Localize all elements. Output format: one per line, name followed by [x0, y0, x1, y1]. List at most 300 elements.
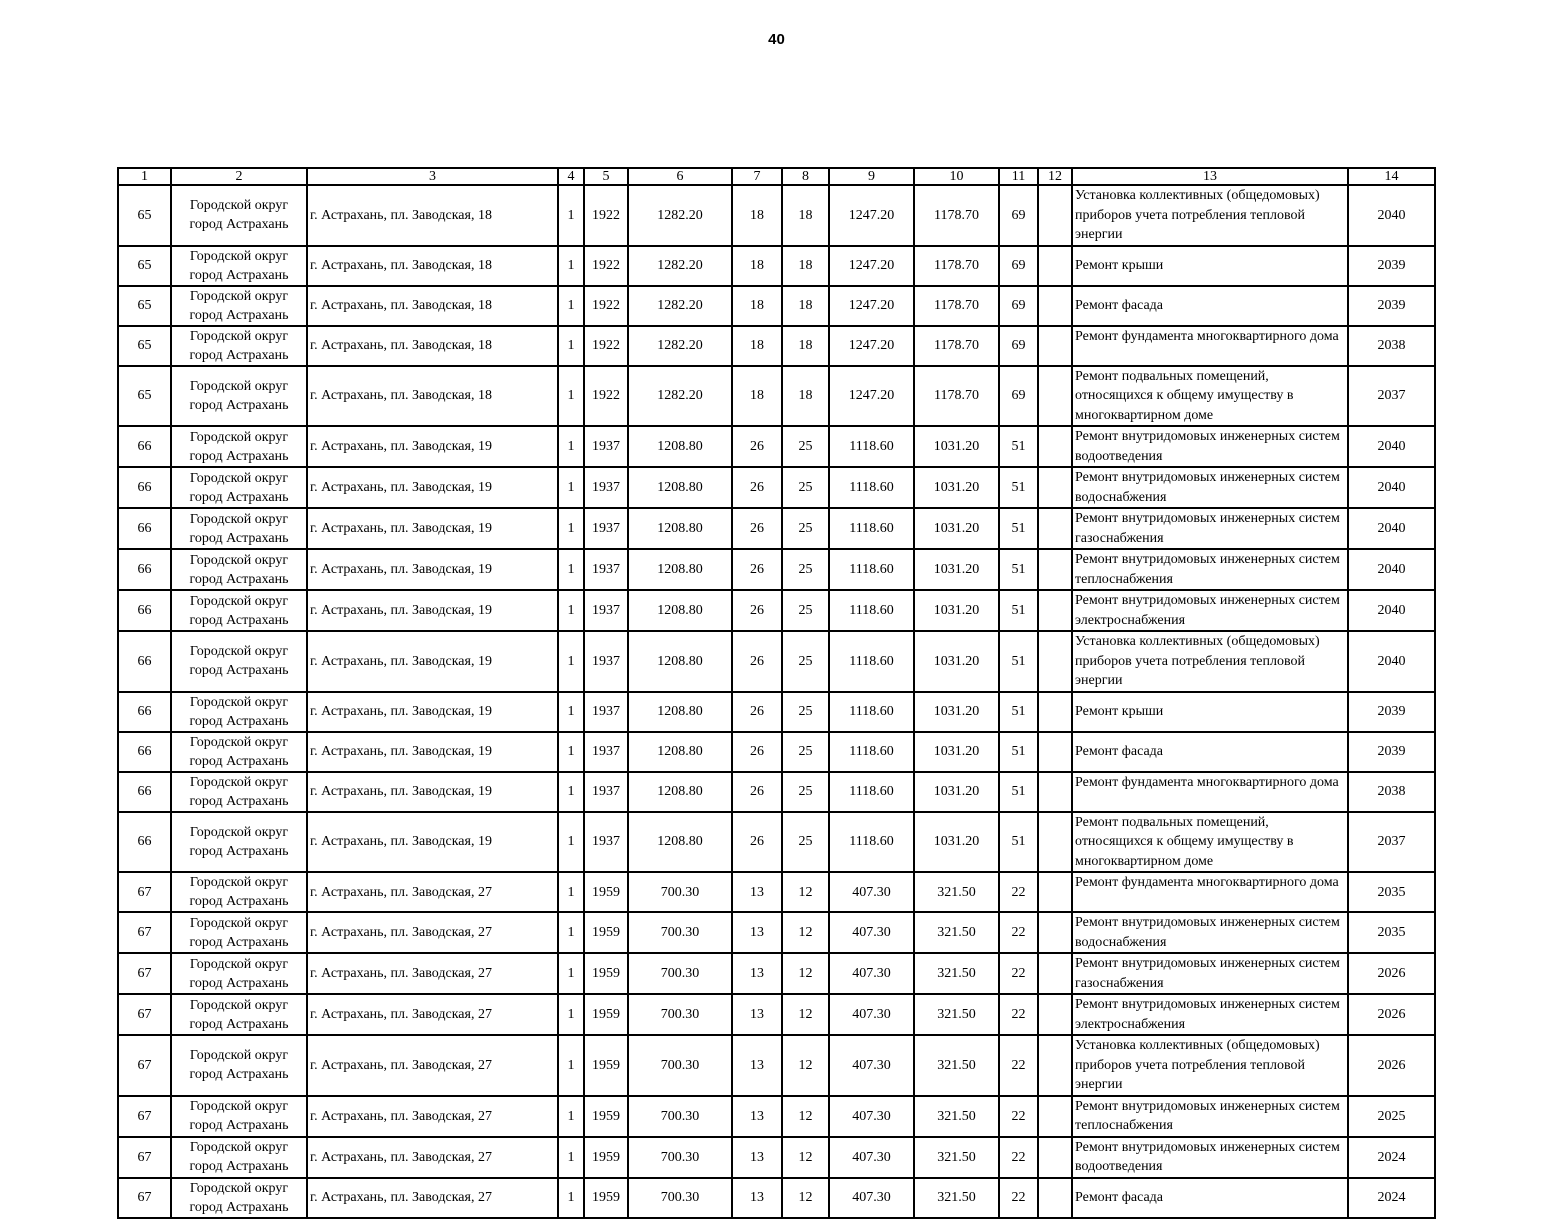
- address-cell: г. Астрахань, пл. Заводская, 19: [307, 692, 558, 732]
- c4-cell: 1: [558, 912, 584, 953]
- address-cell: г. Астрахань, пл. Заводская, 19: [307, 549, 558, 590]
- c7-cell: 26: [732, 549, 782, 590]
- c12-cell: [1038, 1178, 1072, 1218]
- municipality-cell: Городской округ город Астрахань: [171, 1096, 307, 1137]
- table-row: [118, 692, 1435, 732]
- c8-cell: 18: [782, 286, 829, 326]
- c7-cell: 13: [732, 953, 782, 994]
- planned-year-cell: 2026: [1348, 953, 1435, 994]
- c8-cell: 12: [782, 953, 829, 994]
- c8-cell: 12: [782, 1035, 829, 1096]
- address-cell: г. Астрахань, пл. Заводская, 27: [307, 1035, 558, 1096]
- c11-cell: 69: [999, 366, 1038, 427]
- planned-year-cell: 2026: [1348, 994, 1435, 1035]
- total-area-cell: 700.30: [628, 872, 732, 912]
- c7-cell: 13: [732, 994, 782, 1035]
- work-type-cell: Ремонт фасада: [1072, 1178, 1348, 1218]
- column-header: 13: [1072, 168, 1348, 185]
- total-area-cell: 1208.80: [628, 549, 732, 590]
- column-header: 10: [914, 168, 999, 185]
- planned-year-cell: 2040: [1348, 508, 1435, 549]
- c8-cell: 12: [782, 994, 829, 1035]
- c12-cell: [1038, 549, 1072, 590]
- total-area-cell: 700.30: [628, 994, 732, 1035]
- c7-cell: 26: [732, 467, 782, 508]
- c7-cell: 13: [732, 1096, 782, 1137]
- c10-cell: 1031.20: [914, 590, 999, 631]
- table-row: [118, 772, 1435, 812]
- c9-cell: 1247.20: [829, 326, 914, 366]
- c9-cell: 1118.60: [829, 812, 914, 873]
- planned-year-cell: 2026: [1348, 1035, 1435, 1096]
- c8-cell: 12: [782, 1096, 829, 1137]
- address-cell: г. Астрахань, пл. Заводская, 18: [307, 246, 558, 286]
- c10-cell: 1178.70: [914, 185, 999, 246]
- c9-cell: 407.30: [829, 1137, 914, 1178]
- address-cell: г. Астрахань, пл. Заводская, 19: [307, 467, 558, 508]
- page-number: 40: [768, 31, 785, 48]
- c10-cell: 1031.20: [914, 692, 999, 732]
- year-built-cell: 1937: [584, 508, 628, 549]
- c4-cell: 1: [558, 994, 584, 1035]
- c10-cell: 1031.20: [914, 426, 999, 467]
- total-area-cell: 700.30: [628, 1178, 732, 1218]
- c8-cell: 18: [782, 185, 829, 246]
- c8-cell: 25: [782, 631, 829, 692]
- row-number-cell: 66: [118, 631, 171, 692]
- c12-cell: [1038, 467, 1072, 508]
- c7-cell: 13: [732, 1035, 782, 1096]
- total-area-cell: 1208.80: [628, 812, 732, 873]
- table-row: [118, 326, 1435, 366]
- column-header: 12: [1038, 168, 1072, 185]
- total-area-cell: 1282.20: [628, 185, 732, 246]
- total-area-cell: 700.30: [628, 953, 732, 994]
- c11-cell: 51: [999, 467, 1038, 508]
- c11-cell: 22: [999, 1137, 1038, 1178]
- municipality-cell: Городской округ город Астрахань: [171, 467, 307, 508]
- address-cell: г. Астрахань, пл. Заводская, 19: [307, 732, 558, 772]
- total-area-cell: 700.30: [628, 912, 732, 953]
- c8-cell: 12: [782, 1137, 829, 1178]
- work-type-cell: Ремонт внутридомовых инженерных систем теплоснабжения: [1072, 549, 1348, 590]
- c9-cell: 1247.20: [829, 246, 914, 286]
- total-area-cell: 1282.20: [628, 326, 732, 366]
- c7-cell: 26: [732, 426, 782, 467]
- address-cell: г. Астрахань, пл. Заводская, 27: [307, 872, 558, 912]
- year-built-cell: 1922: [584, 246, 628, 286]
- c9-cell: 1118.60: [829, 549, 914, 590]
- column-header: 2: [171, 168, 307, 185]
- c10-cell: 1031.20: [914, 812, 999, 873]
- c12-cell: [1038, 953, 1072, 994]
- c4-cell: 1: [558, 953, 584, 994]
- table-row: [118, 1035, 1435, 1096]
- table-row: [118, 246, 1435, 286]
- c9-cell: 407.30: [829, 1178, 914, 1218]
- work-type-cell: Ремонт внутридомовых инженерных систем электроснабжения: [1072, 590, 1348, 631]
- year-built-cell: 1937: [584, 812, 628, 873]
- total-area-cell: 700.30: [628, 1035, 732, 1096]
- municipality-cell: Городской округ город Астрахань: [171, 366, 307, 427]
- c11-cell: 69: [999, 246, 1038, 286]
- year-built-cell: 1959: [584, 953, 628, 994]
- year-built-cell: 1937: [584, 549, 628, 590]
- c11-cell: 22: [999, 953, 1038, 994]
- table-row: [118, 812, 1435, 873]
- c12-cell: [1038, 1096, 1072, 1137]
- municipality-cell: Городской округ город Астрахань: [171, 1137, 307, 1178]
- total-area-cell: 1208.80: [628, 772, 732, 812]
- total-area-cell: 700.30: [628, 1137, 732, 1178]
- c9-cell: 1118.60: [829, 772, 914, 812]
- row-number-cell: 67: [118, 994, 171, 1035]
- c10-cell: 1178.70: [914, 286, 999, 326]
- c10-cell: 321.50: [914, 953, 999, 994]
- c7-cell: 26: [732, 812, 782, 873]
- c12-cell: [1038, 426, 1072, 467]
- column-header: 11: [999, 168, 1038, 185]
- table-row: [118, 912, 1435, 953]
- address-cell: г. Астрахань, пл. Заводская, 27: [307, 994, 558, 1035]
- row-number-cell: 67: [118, 1096, 171, 1137]
- total-area-cell: 700.30: [628, 1096, 732, 1137]
- c10-cell: 321.50: [914, 872, 999, 912]
- c12-cell: [1038, 872, 1072, 912]
- c9-cell: 407.30: [829, 953, 914, 994]
- c12-cell: [1038, 1137, 1072, 1178]
- c7-cell: 13: [732, 1178, 782, 1218]
- year-built-cell: 1922: [584, 366, 628, 427]
- c4-cell: 1: [558, 1137, 584, 1178]
- work-type-cell: Ремонт внутридомовых инженерных систем теплоснабжения: [1072, 1096, 1348, 1137]
- planned-year-cell: 2038: [1348, 326, 1435, 366]
- c8-cell: 25: [782, 549, 829, 590]
- c10-cell: 321.50: [914, 1035, 999, 1096]
- c9-cell: 1118.60: [829, 508, 914, 549]
- c12-cell: [1038, 692, 1072, 732]
- c10-cell: 321.50: [914, 994, 999, 1035]
- c4-cell: 1: [558, 1178, 584, 1218]
- municipality-cell: Городской округ город Астрахань: [171, 1035, 307, 1096]
- table-row: [118, 1096, 1435, 1137]
- column-header: 14: [1348, 168, 1435, 185]
- c9-cell: 1247.20: [829, 366, 914, 427]
- c8-cell: 12: [782, 1178, 829, 1218]
- c4-cell: 1: [558, 185, 584, 246]
- c7-cell: 26: [732, 732, 782, 772]
- address-cell: г. Астрахань, пл. Заводская, 18: [307, 366, 558, 427]
- work-type-cell: Ремонт внутридомовых инженерных систем газоснабжения: [1072, 953, 1348, 994]
- planned-year-cell: 2040: [1348, 549, 1435, 590]
- c11-cell: 22: [999, 1178, 1038, 1218]
- address-cell: г. Астрахань, пл. Заводская, 19: [307, 772, 558, 812]
- year-built-cell: 1922: [584, 326, 628, 366]
- planned-year-cell: 2040: [1348, 185, 1435, 246]
- c11-cell: 51: [999, 631, 1038, 692]
- planned-year-cell: 2025: [1348, 1096, 1435, 1137]
- c4-cell: 1: [558, 1035, 584, 1096]
- work-type-cell: Установка коллективных (общедомовых) приборов учета потребления тепловой энергии: [1072, 631, 1348, 692]
- planned-year-cell: 2039: [1348, 692, 1435, 732]
- table-row: [118, 590, 1435, 631]
- c11-cell: 51: [999, 732, 1038, 772]
- c7-cell: 26: [732, 631, 782, 692]
- year-built-cell: 1937: [584, 426, 628, 467]
- address-cell: г. Астрахань, пл. Заводская, 19: [307, 426, 558, 467]
- c10-cell: 321.50: [914, 1096, 999, 1137]
- c7-cell: 18: [732, 286, 782, 326]
- year-built-cell: 1959: [584, 872, 628, 912]
- work-type-cell: Установка коллективных (общедомовых) приборов учета потребления тепловой энергии: [1072, 185, 1348, 246]
- c8-cell: 25: [782, 732, 829, 772]
- column-header: 8: [782, 168, 829, 185]
- address-cell: г. Астрахань, пл. Заводская, 18: [307, 185, 558, 246]
- c4-cell: 1: [558, 732, 584, 772]
- c11-cell: 51: [999, 549, 1038, 590]
- total-area-cell: 1208.80: [628, 692, 732, 732]
- year-built-cell: 1937: [584, 467, 628, 508]
- row-number-cell: 67: [118, 912, 171, 953]
- c10-cell: 1031.20: [914, 631, 999, 692]
- c11-cell: 69: [999, 185, 1038, 246]
- municipality-cell: Городской округ город Астрахань: [171, 772, 307, 812]
- municipality-cell: Городской округ город Астрахань: [171, 326, 307, 366]
- table-row: [118, 467, 1435, 508]
- c8-cell: 25: [782, 590, 829, 631]
- table-row: [118, 631, 1435, 692]
- year-built-cell: 1959: [584, 1035, 628, 1096]
- table-row: [118, 872, 1435, 912]
- c11-cell: 69: [999, 286, 1038, 326]
- work-type-cell: Установка коллективных (общедомовых) приборов учета потребления тепловой энергии: [1072, 1035, 1348, 1096]
- municipality-cell: Городской округ город Астрахань: [171, 286, 307, 326]
- c4-cell: 1: [558, 772, 584, 812]
- municipality-cell: Городской округ город Астрахань: [171, 185, 307, 246]
- c8-cell: 25: [782, 508, 829, 549]
- column-header: 4: [558, 168, 584, 185]
- c8-cell: 25: [782, 692, 829, 732]
- planned-year-cell: 2024: [1348, 1137, 1435, 1178]
- address-cell: г. Астрахань, пл. Заводская, 18: [307, 326, 558, 366]
- c8-cell: 25: [782, 772, 829, 812]
- c4-cell: 1: [558, 872, 584, 912]
- planned-year-cell: 2039: [1348, 286, 1435, 326]
- municipality-cell: Городской округ город Астрахань: [171, 953, 307, 994]
- total-area-cell: 1282.20: [628, 246, 732, 286]
- table-row: [118, 953, 1435, 994]
- c4-cell: 1: [558, 467, 584, 508]
- c4-cell: 1: [558, 326, 584, 366]
- row-number-cell: 65: [118, 286, 171, 326]
- c12-cell: [1038, 732, 1072, 772]
- c11-cell: 22: [999, 912, 1038, 953]
- row-number-cell: 66: [118, 732, 171, 772]
- c7-cell: 18: [732, 246, 782, 286]
- year-built-cell: 1959: [584, 994, 628, 1035]
- c11-cell: 22: [999, 872, 1038, 912]
- work-type-cell: Ремонт фундамента многоквартирного дома: [1072, 326, 1348, 366]
- c9-cell: 407.30: [829, 994, 914, 1035]
- c8-cell: 25: [782, 426, 829, 467]
- year-built-cell: 1959: [584, 912, 628, 953]
- c8-cell: 25: [782, 467, 829, 508]
- c9-cell: 407.30: [829, 912, 914, 953]
- c12-cell: [1038, 1035, 1072, 1096]
- municipality-cell: Городской округ город Астрахань: [171, 692, 307, 732]
- c12-cell: [1038, 812, 1072, 873]
- total-area-cell: 1208.80: [628, 732, 732, 772]
- municipality-cell: Городской округ город Астрахань: [171, 872, 307, 912]
- work-type-cell: Ремонт внутридомовых инженерных систем электроснабжения: [1072, 994, 1348, 1035]
- work-type-cell: Ремонт фундамента многоквартирного дома: [1072, 772, 1348, 812]
- c10-cell: 321.50: [914, 1178, 999, 1218]
- planned-year-cell: 2024: [1348, 1178, 1435, 1218]
- c9-cell: 1118.60: [829, 426, 914, 467]
- year-built-cell: 1937: [584, 772, 628, 812]
- row-number-cell: 67: [118, 872, 171, 912]
- year-built-cell: 1922: [584, 286, 628, 326]
- work-type-cell: Ремонт фасада: [1072, 732, 1348, 772]
- total-area-cell: 1208.80: [628, 508, 732, 549]
- c11-cell: 51: [999, 426, 1038, 467]
- c9-cell: 1118.60: [829, 631, 914, 692]
- planned-year-cell: 2035: [1348, 872, 1435, 912]
- row-number-cell: 66: [118, 549, 171, 590]
- total-area-cell: 1282.20: [628, 286, 732, 326]
- c7-cell: 26: [732, 692, 782, 732]
- c9-cell: 1118.60: [829, 590, 914, 631]
- row-number-cell: 65: [118, 366, 171, 427]
- c7-cell: 13: [732, 912, 782, 953]
- total-area-cell: 1208.80: [628, 631, 732, 692]
- planned-year-cell: 2040: [1348, 426, 1435, 467]
- total-area-cell: 1208.80: [628, 590, 732, 631]
- c8-cell: 12: [782, 872, 829, 912]
- c8-cell: 18: [782, 246, 829, 286]
- address-cell: г. Астрахань, пл. Заводская, 19: [307, 812, 558, 873]
- table-row: [118, 508, 1435, 549]
- year-built-cell: 1937: [584, 732, 628, 772]
- c11-cell: 22: [999, 1035, 1038, 1096]
- c11-cell: 51: [999, 508, 1038, 549]
- c12-cell: [1038, 590, 1072, 631]
- c4-cell: 1: [558, 692, 584, 732]
- c11-cell: 51: [999, 772, 1038, 812]
- c7-cell: 18: [732, 326, 782, 366]
- work-type-cell: Ремонт внутридомовых инженерных систем газоснабжения: [1072, 508, 1348, 549]
- address-cell: г. Астрахань, пл. Заводская, 27: [307, 953, 558, 994]
- row-number-cell: 65: [118, 246, 171, 286]
- work-type-cell: Ремонт внутридомовых инженерных систем водоснабжения: [1072, 467, 1348, 508]
- year-built-cell: 1922: [584, 185, 628, 246]
- capital-repair-table: [117, 167, 1436, 1219]
- c11-cell: 69: [999, 326, 1038, 366]
- c9-cell: 1118.60: [829, 732, 914, 772]
- total-area-cell: 1282.20: [628, 366, 732, 427]
- municipality-cell: Городской округ город Астрахань: [171, 426, 307, 467]
- row-number-cell: 65: [118, 326, 171, 366]
- year-built-cell: 1937: [584, 590, 628, 631]
- column-header: 9: [829, 168, 914, 185]
- c10-cell: 1031.20: [914, 732, 999, 772]
- address-cell: г. Астрахань, пл. Заводская, 27: [307, 1137, 558, 1178]
- c10-cell: 1178.70: [914, 366, 999, 427]
- c11-cell: 51: [999, 692, 1038, 732]
- c9-cell: 1118.60: [829, 467, 914, 508]
- c12-cell: [1038, 185, 1072, 246]
- address-cell: г. Астрахань, пл. Заводская, 27: [307, 1096, 558, 1137]
- planned-year-cell: 2039: [1348, 732, 1435, 772]
- planned-year-cell: 2039: [1348, 246, 1435, 286]
- work-type-cell: Ремонт внутридомовых инженерных систем водоснабжения: [1072, 912, 1348, 953]
- planned-year-cell: 2040: [1348, 631, 1435, 692]
- c12-cell: [1038, 912, 1072, 953]
- planned-year-cell: 2040: [1348, 467, 1435, 508]
- total-area-cell: 1208.80: [628, 426, 732, 467]
- c7-cell: 18: [732, 185, 782, 246]
- table-row: [118, 732, 1435, 772]
- c11-cell: 51: [999, 812, 1038, 873]
- row-number-cell: 67: [118, 1035, 171, 1096]
- c4-cell: 1: [558, 549, 584, 590]
- row-number-cell: 66: [118, 508, 171, 549]
- work-type-cell: Ремонт крыши: [1072, 246, 1348, 286]
- planned-year-cell: 2035: [1348, 912, 1435, 953]
- c9-cell: 407.30: [829, 1096, 914, 1137]
- c4-cell: 1: [558, 508, 584, 549]
- work-type-cell: Ремонт подвальных помещений, относящихся к общему имуществу в многоквартирном доме: [1072, 812, 1348, 873]
- municipality-cell: Городской округ город Астрахань: [171, 508, 307, 549]
- municipality-cell: Городской округ город Астрахань: [171, 1178, 307, 1218]
- municipality-cell: Городской округ город Астрахань: [171, 732, 307, 772]
- municipality-cell: Городской округ город Астрахань: [171, 246, 307, 286]
- c12-cell: [1038, 326, 1072, 366]
- c7-cell: 26: [732, 590, 782, 631]
- address-cell: г. Астрахань, пл. Заводская, 19: [307, 508, 558, 549]
- row-number-cell: 65: [118, 185, 171, 246]
- row-number-cell: 66: [118, 426, 171, 467]
- total-area-cell: 1208.80: [628, 467, 732, 508]
- c4-cell: 1: [558, 366, 584, 427]
- table-row: [118, 185, 1435, 246]
- c10-cell: 1031.20: [914, 772, 999, 812]
- table-row: [118, 426, 1435, 467]
- planned-year-cell: 2038: [1348, 772, 1435, 812]
- row-number-cell: 67: [118, 1137, 171, 1178]
- year-built-cell: 1937: [584, 631, 628, 692]
- municipality-cell: Городской округ город Астрахань: [171, 994, 307, 1035]
- municipality-cell: Городской округ город Астрахань: [171, 549, 307, 590]
- work-type-cell: Ремонт внутридомовых инженерных систем водоотведения: [1072, 1137, 1348, 1178]
- c12-cell: [1038, 994, 1072, 1035]
- c4-cell: 1: [558, 631, 584, 692]
- c11-cell: 22: [999, 1096, 1038, 1137]
- column-header: 1: [118, 168, 171, 185]
- address-cell: г. Астрахань, пл. Заводская, 18: [307, 286, 558, 326]
- c7-cell: 13: [732, 872, 782, 912]
- c7-cell: 26: [732, 508, 782, 549]
- c4-cell: 1: [558, 286, 584, 326]
- municipality-cell: Городской округ город Астрахань: [171, 812, 307, 873]
- c10-cell: 1031.20: [914, 549, 999, 590]
- table-row: [118, 994, 1435, 1035]
- row-number-cell: 66: [118, 590, 171, 631]
- c9-cell: 407.30: [829, 872, 914, 912]
- work-type-cell: Ремонт фасада: [1072, 286, 1348, 326]
- planned-year-cell: 2040: [1348, 590, 1435, 631]
- c12-cell: [1038, 366, 1072, 427]
